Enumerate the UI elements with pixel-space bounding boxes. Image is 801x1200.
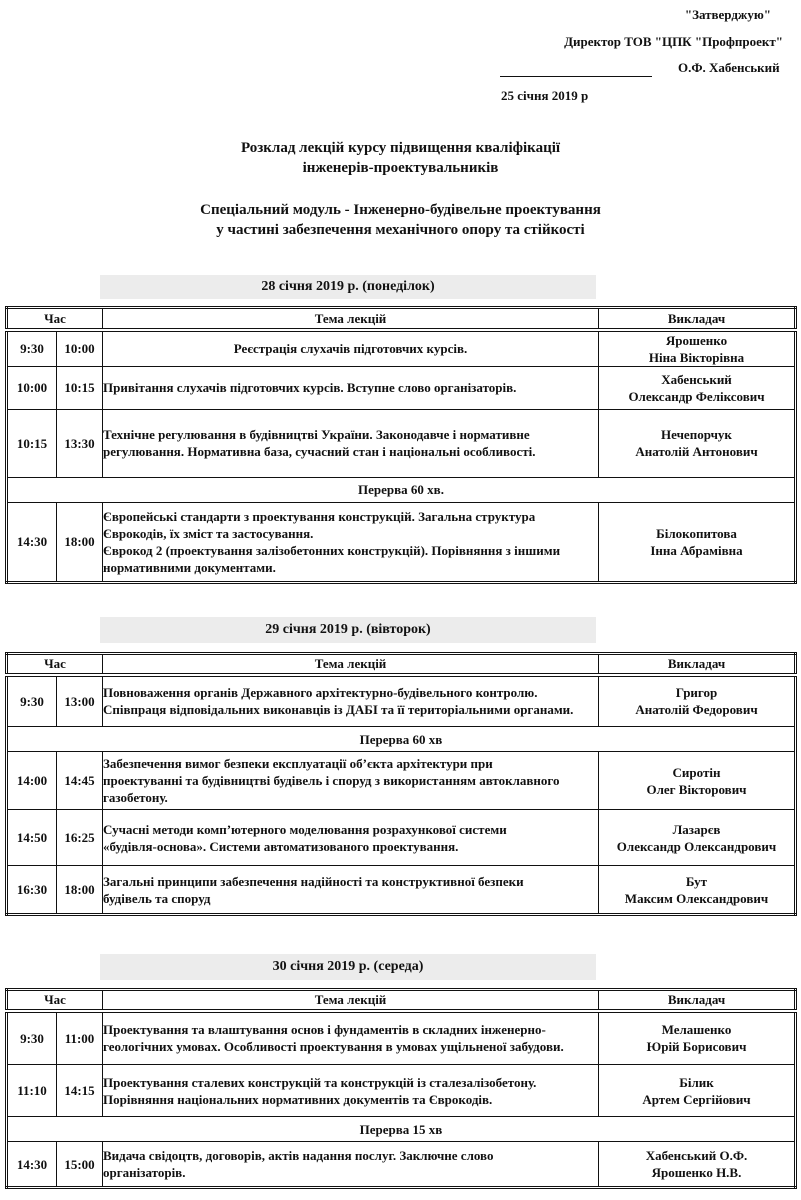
topic-line: Технічне регулювання в будівництві України. Законодавче і нормативне <box>103 427 530 442</box>
start-time: 11:10 <box>7 1065 57 1117</box>
start-time: 10:15 <box>7 409 57 477</box>
table-row <box>7 366 796 409</box>
header-time: Час <box>7 990 103 1011</box>
end-time: 10:00 <box>57 330 103 367</box>
title-line: Розклад лекцій курсу підвищення кваліфікації <box>240 140 561 156</box>
end-time: 10:15 <box>57 366 103 409</box>
lecturer-line: Анатолій Антонович <box>635 444 758 459</box>
lecturer <box>599 810 796 866</box>
lecturer-line: Артем Сергійович <box>642 1091 751 1107</box>
approval-label: "Затверджую" <box>684 7 771 22</box>
lecturer-line: Інна Абрамівна <box>650 542 743 558</box>
lecture-topic <box>103 810 599 866</box>
start-time: 14:00 <box>7 752 57 810</box>
lecturer <box>599 1011 796 1065</box>
day-heading <box>100 617 596 643</box>
header-topic: Тема лекцій <box>103 308 599 330</box>
lecturer-line: Григор <box>675 685 718 701</box>
approver-name: О.Ф. Хабенський <box>678 60 780 75</box>
lecturer-line: Олександр Олександрович <box>616 838 777 854</box>
table-row <box>7 866 796 915</box>
table-row <box>7 810 796 866</box>
lecture-topic <box>103 1142 599 1188</box>
start-time: 9:30 <box>7 675 57 727</box>
topic-line: Повноваження органів Державного архітектурно-будівельного контролю. <box>103 685 538 701</box>
topic-line: Привітання слухачів підготовчих курсів. Вступне слово організаторів. <box>103 380 517 395</box>
lecturer <box>599 409 796 477</box>
day-date: 30 січня 2019 р. (середа) <box>272 959 424 974</box>
lecture-topic <box>103 366 599 409</box>
end-time: 13:30 <box>57 409 103 477</box>
table-row <box>7 1142 796 1188</box>
table-header-row <box>7 990 796 1011</box>
schedule-table <box>5 306 797 584</box>
header-topic: Тема лекцій <box>103 990 599 1011</box>
end-time: 15:00 <box>57 1142 103 1188</box>
topic-line: Загальні принципи забезпечення надійності та конструктивної безпеки <box>103 873 524 889</box>
lecturer-line: Хабенський О.Ф. <box>645 1148 748 1163</box>
topic-line: Єврокод 2 (проектування залізобетонних конструкцій). Порівняння з іншими <box>103 542 561 558</box>
topic-line: Проектування сталевих конструкцій та конструкцій із сталезалізобетону. <box>103 1074 537 1090</box>
topic-line: Сучасні методи комп’ютерного моделювання розрахункової системи <box>103 821 507 837</box>
table-row <box>7 502 796 582</box>
lecturer-line: Нечепорчук <box>661 427 732 442</box>
topic-line: Співпраця відповідальних виконавців із ДАБІ та її територіальними органами. <box>103 702 574 718</box>
lecturer-line: Олег Вікторович <box>646 781 747 797</box>
start-time: 14:50 <box>7 810 57 866</box>
topic-line: Видача свідоцтв, договорів, актів надання послуг. Заключне слово <box>103 1148 494 1163</box>
topic-line: газобетону. <box>103 790 168 805</box>
lecturer-line: Хабенський <box>661 371 732 387</box>
lecturer-line: Ніна Вікторівна <box>648 349 745 365</box>
lecture-topic <box>103 675 599 727</box>
signature-line <box>500 76 652 77</box>
table-row <box>7 1065 796 1117</box>
end-time: 11:00 <box>57 1011 103 1065</box>
topic-line: організаторів. <box>103 1165 186 1180</box>
document-title <box>0 138 801 178</box>
table-header-row <box>7 308 796 330</box>
topic-line: регулювання. Нормативна база, сучасний стан і національні особливості. <box>103 444 536 459</box>
topic-line: нормативними документами. <box>103 559 276 575</box>
lecturer <box>599 330 796 367</box>
table-header-row <box>7 654 796 675</box>
topic-line: Проектування та влаштування основ і фундаментів в складних інженерно- <box>103 1022 546 1038</box>
lecture-topic <box>103 1011 599 1065</box>
lecturer-line: Ярошенко <box>665 332 728 348</box>
lecturer-line: Анатолій Федорович <box>635 702 758 718</box>
header-time: Час <box>7 308 103 330</box>
break-label: Перерва 60 хв. <box>7 477 796 502</box>
lecture-topic <box>103 330 599 367</box>
end-time: 13:00 <box>57 675 103 727</box>
end-time: 18:00 <box>57 502 103 582</box>
header-lecturer: Викладач <box>599 654 796 675</box>
end-time: 14:45 <box>57 752 103 810</box>
end-time: 18:00 <box>57 866 103 915</box>
table-row <box>7 752 796 810</box>
lecture-topic <box>103 752 599 810</box>
topic-line: геологічних умовах. Особливості проектування в умовах ущільненої забудови. <box>103 1039 564 1055</box>
start-time: 9:30 <box>7 1011 57 1065</box>
lecturer-line: Сиротін <box>672 764 721 780</box>
start-time: 16:30 <box>7 866 57 915</box>
lecture-topic <box>103 502 599 582</box>
topic-line: Порівняння національних нормативних документів та Єврокодів. <box>103 1091 493 1107</box>
day-date: 29 січня 2019 р. (вівторок) <box>265 622 431 637</box>
header-lecturer: Викладач <box>599 308 796 330</box>
title-line: інженерів-проектувальників <box>302 160 499 176</box>
lecturer-line: Олександр Феліксович <box>628 388 765 404</box>
lecturer-line: Максим Олександрович <box>624 890 769 906</box>
lecturer-line: Білокопитова <box>656 525 737 541</box>
lecturer <box>599 866 796 915</box>
header-time: Час <box>7 654 103 675</box>
table-row <box>7 675 796 727</box>
lecturer-line: Мелашенко <box>661 1022 732 1038</box>
table-row <box>7 1011 796 1065</box>
module-title <box>0 200 801 240</box>
start-time: 10:00 <box>7 366 57 409</box>
lecturer-line: Лазарєв <box>672 821 721 837</box>
lecturer <box>599 752 796 810</box>
lecturer <box>599 1142 796 1188</box>
break-row <box>7 1117 796 1142</box>
day-heading <box>100 954 596 980</box>
lecturer <box>599 1065 796 1117</box>
end-time: 14:15 <box>57 1065 103 1117</box>
topic-line: Європейські стандарти з проектування конструкцій. Загальна структура <box>103 508 536 524</box>
lecture-topic <box>103 866 599 915</box>
lecture-topic <box>103 1065 599 1117</box>
lecturer-line: Бут <box>685 873 708 889</box>
lecturer <box>599 675 796 727</box>
start-time: 9:30 <box>7 330 57 367</box>
topic-line: «будівля-основа». Системи автоматизованого проектування. <box>103 838 459 854</box>
module-line: Спеціальний модуль - Інженерно-будівельне проектування <box>200 202 601 218</box>
approver-position: Директор ТОВ "ЦПК "Профпроект" <box>564 34 783 49</box>
lecturer <box>599 502 796 582</box>
topic-line: Забезпечення вимог безпеки експлуатації об’єкта архітектури при <box>103 756 493 771</box>
break-row <box>7 727 796 752</box>
start-time: 14:30 <box>7 1142 57 1188</box>
approval-date: 25 січня 2019 р <box>501 88 589 103</box>
schedule-table <box>5 652 797 916</box>
lecturer-line: Білик <box>679 1074 714 1090</box>
day-date: 28 січня 2019 р. (понеділок) <box>261 279 435 294</box>
table-row <box>7 409 796 477</box>
lecturer-line: Юрій Борисович <box>646 1039 747 1055</box>
lecturer-line: Ярошенко Н.В. <box>651 1165 742 1180</box>
start-time: 14:30 <box>7 502 57 582</box>
lecture-topic <box>103 409 599 477</box>
end-time: 16:25 <box>57 810 103 866</box>
topic-line: Реєстрація слухачів підготовчих курсів. <box>233 341 468 356</box>
break-row <box>7 477 796 502</box>
topic-line: Єврокодів, їх зміст та застосування. <box>103 525 314 541</box>
break-label: Перерва 15 хв <box>7 1117 796 1142</box>
topic-line: будівель та споруд <box>103 890 211 906</box>
lecturer <box>599 366 796 409</box>
table-row <box>7 330 796 367</box>
day-heading <box>100 275 596 299</box>
module-line: у частині забезпечення механічного опору та стійкості <box>216 222 585 238</box>
topic-line: проектуванні та будівництві будівель і споруд з використанням автоклавного <box>103 773 560 788</box>
schedule-table <box>5 988 797 1189</box>
break-label: Перерва 60 хв <box>7 727 796 752</box>
header-lecturer: Викладач <box>599 990 796 1011</box>
header-topic: Тема лекцій <box>103 654 599 675</box>
